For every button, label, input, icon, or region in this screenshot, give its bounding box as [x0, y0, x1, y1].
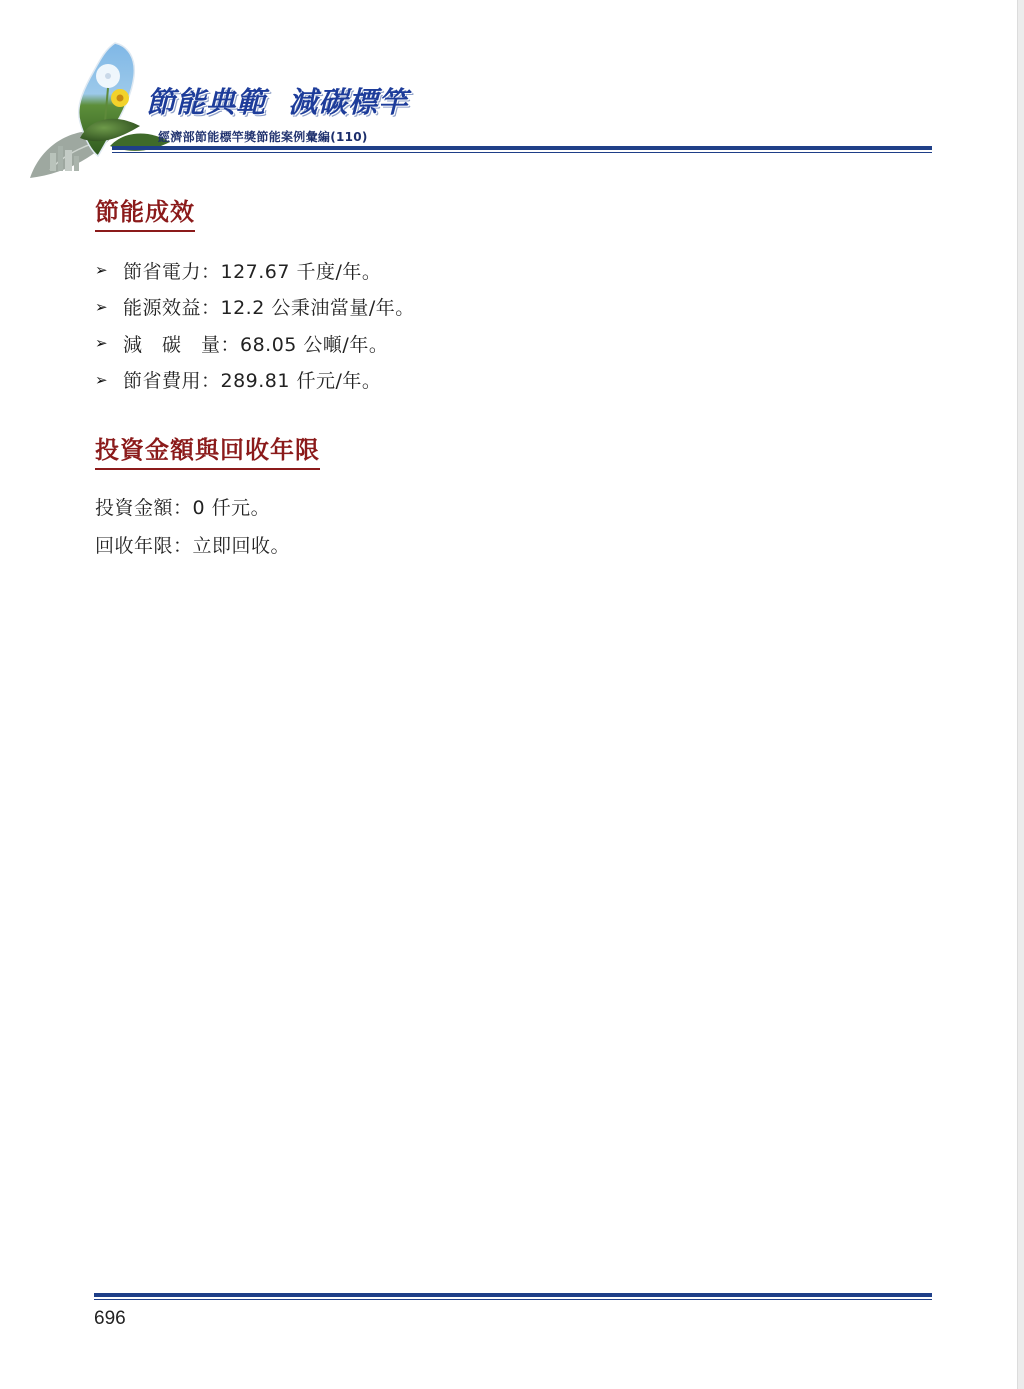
page-number: 696	[94, 1308, 126, 1329]
list-item-text: 減 碳 量：68.05 公噸/年。	[123, 333, 389, 356]
arrow-bullet-icon: ➢	[95, 261, 109, 280]
energy-savings-list	[95, 252, 415, 398]
header-divider	[112, 146, 932, 150]
investment-details	[95, 489, 290, 565]
arrow-bullet-icon: ➢	[95, 297, 109, 316]
list-item-text: 能源效益：12.2 公秉油當量/年。	[123, 297, 415, 320]
list-item	[95, 362, 415, 399]
page-edge-shadow	[1017, 0, 1024, 1389]
arrow-bullet-icon: ➢	[95, 370, 109, 389]
payback-period: 回收年限：立即回收。	[95, 535, 291, 557]
footer-divider	[94, 1293, 932, 1297]
energy-savings-heading: 節能成效	[95, 197, 195, 232]
arrow-bullet-icon: ➢	[95, 334, 109, 353]
list-item	[95, 325, 415, 362]
list-item-text: 節省電力：127.67 千度/年。	[123, 260, 382, 283]
header-title: 節能典範 減碳標竿	[146, 85, 409, 119]
list-item	[95, 252, 415, 289]
list-item-text: 節省費用：289.81 仟元/年。	[123, 370, 382, 393]
header-divider-thin	[112, 152, 932, 153]
header-subtitle: 經濟部節能標竿獎節能案例彙編(110)	[158, 130, 368, 144]
page-header	[0, 0, 1024, 190]
footer-divider-thin	[94, 1299, 932, 1300]
list-item	[95, 289, 415, 326]
investment-amount: 投資金額：0 仟元。	[95, 497, 271, 519]
investment-heading: 投資金額與回收年限	[95, 435, 320, 470]
